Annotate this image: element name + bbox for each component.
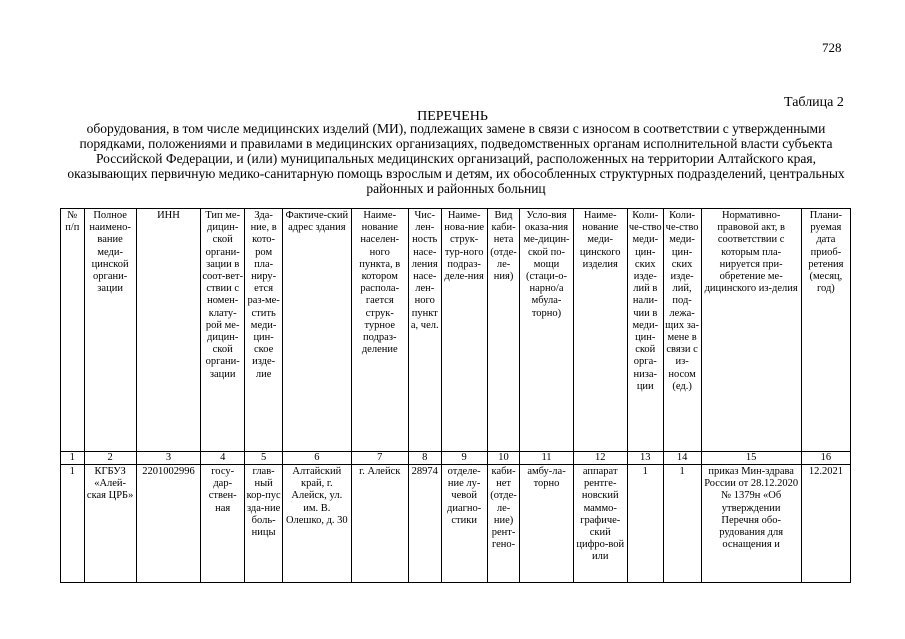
header-cell-population: Чис-лен-ность насе-ления насе-лен-ного пункт а, чел. <box>408 209 441 452</box>
table-label: Таблица 2 <box>784 95 844 110</box>
cell-planned-date: 12.2021 <box>801 465 850 583</box>
header-cell-subdivision: Наиме-нова-ние струк-тур-ного подраз-деле-ния <box>441 209 487 452</box>
cell-settlement: г. Алейск <box>351 465 408 583</box>
header-cell-org-type: Тип ме-дицин-ской органи-зации в соот-вет-ствии с номен-клату-рой ме-дицин-ской органи-зации <box>201 209 245 452</box>
header-cell-inn: ИНН <box>136 209 200 452</box>
header-cell-legal-act: Нормативно-правовой акт, в соответствии с которым пла-нируется при-обретение ме-дицинского из-делия <box>701 209 801 452</box>
column-number: 14 <box>663 452 701 465</box>
column-number: 9 <box>441 452 487 465</box>
cell-org-type: госу-дар-ствен-ная <box>201 465 245 583</box>
table-row <box>61 465 851 583</box>
column-number: 3 <box>136 452 200 465</box>
header-cell-number: № п/п <box>61 209 85 452</box>
table-header-row <box>61 209 851 452</box>
cell-population: 28974 <box>408 465 441 583</box>
cell-qty-available: 1 <box>627 465 663 583</box>
column-number: 7 <box>351 452 408 465</box>
column-number: 10 <box>487 452 520 465</box>
column-number: 4 <box>201 452 245 465</box>
cell-cabinet-type: каби-нет (отде-ле-ние) рент-гено- <box>487 465 520 583</box>
header-cell-qty-available: Коли-че-ство меди-цин-ских изде-лий в нали-чии в меди-цин-ской орга-низа-ции <box>627 209 663 452</box>
cell-building: глав-ный кор-пус зда-ние боль-ницы <box>245 465 283 583</box>
column-number: 8 <box>408 452 441 465</box>
column-number: 5 <box>245 452 283 465</box>
header-cell-care-conditions: Усло-вия оказа-ния ме-дицин-ской по-мощи (стаци-о-нарно/а мбула-торно) <box>520 209 573 452</box>
header-cell-planned-date: Плани-руемая дата приоб-ретения (месяц, год) <box>801 209 850 452</box>
column-number: 6 <box>283 452 352 465</box>
column-number: 11 <box>520 452 573 465</box>
cell-device-name: аппарат рентге-новский маммо-графиче-ский цифро-вой или <box>573 465 627 583</box>
cell-number: 1 <box>61 465 85 583</box>
header-cell-settlement: Наиме-нование населен-ного пункта, в котором распола-гается струк-турное подраз-деление <box>351 209 408 452</box>
header-cell-org-name: Полное наимено-вание меди-цинской органи-зации <box>84 209 136 452</box>
header-cell-building: Зда-ние, в кото-ром пла-ниру-ется раз-ме-стить меди-цин-ское изде-лие <box>245 209 283 452</box>
table-column-numbers-row <box>61 452 851 465</box>
column-number: 13 <box>627 452 663 465</box>
header-cell-qty-replace: Коли-че-ство меди-цин-ских изде-лий, под-лежа-щих за-мене в связи с из-носом (ед.) <box>663 209 701 452</box>
column-number: 12 <box>573 452 627 465</box>
header-cell-cabinet-type: Вид каби-нета (отде-ле-ния) <box>487 209 520 452</box>
cell-inn: 2201002996 <box>136 465 200 583</box>
cell-legal-act: приказ Мин-здрава России от 28.12.2020 № 1379н «Об утверждении Перечня обо-рудования для оснащения и <box>701 465 801 583</box>
cell-org-name: КГБУЗ «Алей-ская ЦРБ» <box>84 465 136 583</box>
column-number: 2 <box>84 452 136 465</box>
page-number: 728 <box>822 40 842 55</box>
column-number: 16 <box>801 452 850 465</box>
header-cell-address: Фактиче-ский адрес здания <box>283 209 352 452</box>
cell-qty-replace: 1 <box>663 465 701 583</box>
document-title: ПЕРЕЧЕНЬ <box>417 109 488 124</box>
cell-address: Алтайский край, г. Алейск, ул. им. В. Олешко, д. 30 <box>283 465 352 583</box>
document-subtitle: оборудования, в том числе медицинских изделий (МИ), подлежащих замене в связи с износом в соответствии с утвержденными порядками, положениями и правилами в медицинских организациях, подведомственных органам исполнительной власти субъекта Российской Федерации, и (или) муниципальных медицинских организаций, расположенных на территории Алтайского края, оказывающих первичную медико-санитарную помощь взрослым и детям, их обособленных структурных подразделений, центральных районных и районных больниц <box>67 121 845 196</box>
column-number: 15 <box>701 452 801 465</box>
column-number: 1 <box>61 452 85 465</box>
header-cell-device-name: Наиме-нование меди-цинского изделия <box>573 209 627 452</box>
cell-care-conditions: амбу-ла-торно <box>520 465 573 583</box>
cell-subdivision: отделе-ние лу-чевой диагно-стики <box>441 465 487 583</box>
equipment-table <box>60 208 851 583</box>
